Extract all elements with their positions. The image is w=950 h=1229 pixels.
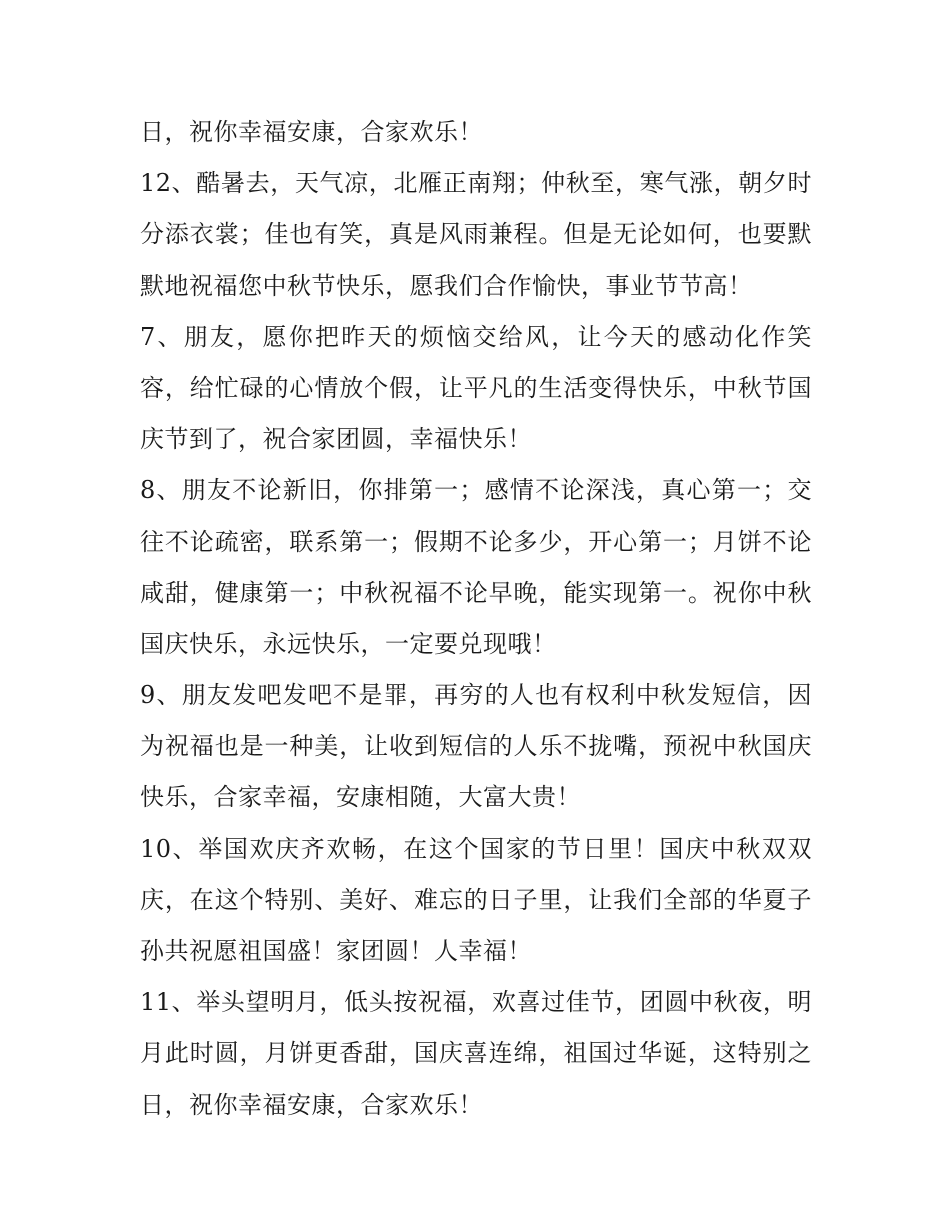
text-line: 庆，在这个特别、美好、难忘的日子里，让我们全部的华夏子 <box>140 885 812 914</box>
text-line: 11、举头望明月，低头按祝福，欢喜过佳节，团圆中秋夜，明 <box>140 988 812 1017</box>
text-line: 12、酷暑去，天气凉，北雁正南翔；仲秋至，寒气涨，朝夕时 <box>140 169 812 198</box>
text-line: 孙共祝愿祖国盛！家团圆！人幸福！ <box>140 937 532 965</box>
text-line: 庆节到了，祝合家团圆，幸福快乐！ <box>140 425 532 454</box>
text-line: 9、朋友发吧发吧不是罪，再穷的人也有权利中秋发短信，因 <box>140 681 812 710</box>
text-line: 7、朋友，愿你把昨天的烦恼交给风，让今天的感动化作笑 <box>140 322 812 351</box>
text-line: 往不论疏密，联系第一；假期不论多少，开心第一；月饼不论 <box>140 527 812 556</box>
text-line: 咸甜，健康第一；中秋祝福不论早晚，能实现第一。祝你中秋 <box>140 578 812 607</box>
text-line: 为祝福也是一种美，让收到短信的人乐不拢嘴，预祝中秋国庆 <box>140 732 812 761</box>
text-line: 日，祝你幸福安康，合家欢乐！ <box>140 118 483 146</box>
text-line: 容，给忙碌的心情放个假，让平凡的生活变得快乐，中秋节国 <box>140 373 812 402</box>
text-line: 8、朋友不论新旧，你排第一；感情不论深浅，真心第一；交 <box>140 476 812 505</box>
text-line: 快乐，合家幸福，安康相随，大富大贵！ <box>140 783 581 812</box>
document-body <box>140 107 812 1131</box>
text-line: 10、举国欢庆齐欢畅，在这个国家的节日里！国庆中秋双双 <box>140 834 812 863</box>
text-line: 月此时圆，月饼更香甜，国庆喜连绵，祖国过华诞，这特别之 <box>140 1039 812 1068</box>
text-line: 日，祝你幸福安康，合家欢乐！ <box>140 1090 483 1119</box>
text-line: 默地祝福您中秋节快乐，愿我们合作愉快，事业节节高！ <box>140 271 753 300</box>
text-line: 国庆快乐，永远快乐，一定要兑现哦！ <box>140 629 557 658</box>
text-line: 分添衣裳；佳也有笑，真是风雨兼程。但是无论如何，也要默 <box>140 220 812 249</box>
